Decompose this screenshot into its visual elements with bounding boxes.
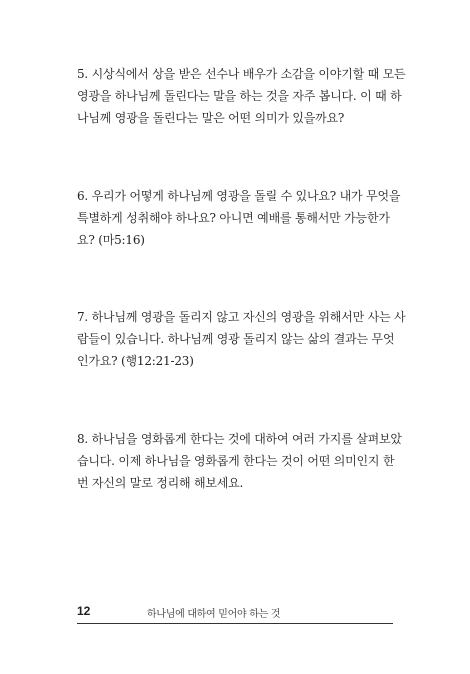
question-line: 습니다. 이제 하나님을 영화롭게 한다는 것이 어떤 의미인지 한 [77,454,395,468]
page-footer [77,601,393,624]
running-title: 하나님에 대하여 믿어야 하는 것 [147,609,281,620]
question-line: 요? (마5:16) [77,233,145,247]
page-number: 12 [77,604,91,618]
question-line: 5. 시상식에서 상을 받은 선수나 배우가 소감을 이야기할 때 모든 [77,67,406,81]
question-line: 람들이 있습니다. 하나님께 영광 돌리지 않는 삶의 결과는 무엇 [77,332,395,346]
question-line: 번 자신의 말로 정리해 해보세요. [77,476,244,490]
question-line: 7. 하나님께 영광을 돌리지 않고 자신의 영광을 위해서만 사는 사 [77,310,406,324]
question-line: 6. 우리가 어떻게 하나님께 영광을 돌릴 수 있나요? 내가 무엇을 [77,189,401,203]
question-line: 특별하게 성취해야 하나요? 아니면 예배를 통해서만 가능한가 [77,211,390,225]
question-5 [77,63,406,129]
question-8 [77,428,402,494]
question-line: 인가요? (행12:21-23) [77,354,194,368]
question-line: 8. 하나님을 영화롭게 한다는 것에 대하여 여러 가지를 살펴보았 [77,432,402,446]
question-line: 나님께 영광을 돌린다는 말은 어떤 의미가 있을까요? [77,111,345,125]
question-7 [77,306,406,372]
question-line: 영광을 하나님께 돌린다는 말을 하는 것을 자주 봅니다. 이 때 하 [77,89,402,103]
question-6 [77,185,402,251]
